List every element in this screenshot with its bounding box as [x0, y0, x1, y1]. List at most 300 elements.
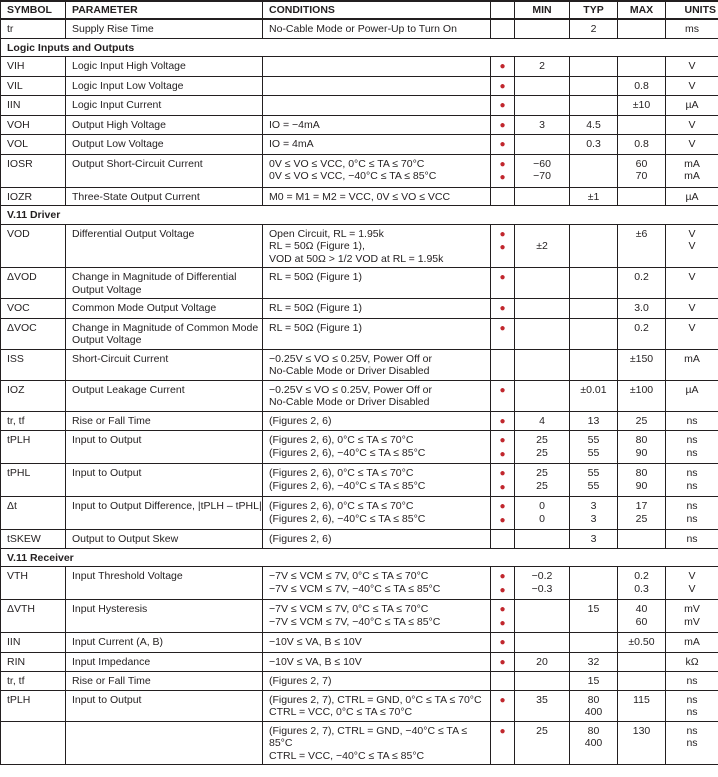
full-temp-range-dot-icon: [491, 570, 514, 584]
typ-cell: [570, 464, 618, 497]
min-value: [515, 99, 569, 112]
typ-cell: [570, 19, 618, 38]
max-value: ±6: [635, 227, 648, 240]
min-value: [515, 384, 569, 397]
max-value: [618, 706, 665, 719]
full-temp-range-dot-icon: [491, 99, 514, 113]
condition-line: −10V ≤ VA, B ≤ 10V: [269, 655, 362, 668]
units-value: ns: [686, 533, 698, 545]
temperature-dot-cell: [491, 411, 515, 431]
symbol-cell: VOC: [1, 299, 66, 319]
table-row: [1, 349, 718, 380]
section-label: V.11 Driver: [1, 206, 718, 225]
temperature-dot-cell: [491, 268, 515, 299]
full-temp-range-dot-icon: [491, 617, 514, 631]
typ-value: 32: [587, 655, 600, 668]
typ-cell: [570, 299, 618, 319]
min-cell: [515, 268, 570, 299]
max-cell: [618, 411, 666, 431]
temperature-dot-cell: [491, 497, 515, 530]
min-cell: [515, 411, 570, 431]
temperature-dot-cell: [491, 96, 515, 116]
header-dot: [491, 1, 515, 19]
parameter-cell: Short-Circuit Current: [66, 349, 263, 380]
condition-line: (Figures 2, 6): [269, 414, 332, 427]
min-cell: [515, 721, 570, 765]
symbol-cell: VOL: [1, 135, 66, 155]
conditions-cell: [263, 652, 491, 672]
condition-line: (Figures 2, 7), CTRL = GND, 0°C ≤ TA ≤ 70°C: [269, 693, 482, 706]
full-temp-range-dot-icon: [491, 415, 514, 429]
temperature-dot-cell: [491, 187, 515, 206]
min-cell: [515, 115, 570, 135]
table-row: [1, 380, 718, 411]
temperature-dot-cell: [491, 349, 515, 380]
temperature-dot-cell: [491, 633, 515, 653]
symbol-cell: [1, 721, 66, 765]
typ-cell: [570, 76, 618, 96]
min-value: 20: [536, 655, 548, 668]
symbol-cell: IIN: [1, 96, 66, 116]
typ-value: 15: [587, 603, 600, 615]
typ-value: ±0.01: [580, 383, 607, 396]
table-row: [1, 154, 718, 187]
parameter-cell: Output Leakage Current: [66, 380, 263, 411]
condition-line: No-Cable Mode or Power-Up to Turn On: [269, 23, 457, 35]
temperature-dot-cell: [491, 135, 515, 155]
conditions-cell: [263, 19, 491, 38]
max-cell: [618, 652, 666, 672]
symbol-cell: tr: [1, 19, 66, 38]
temperature-dot-cell: [491, 690, 515, 721]
units-cell: [666, 721, 718, 765]
min-cell: [515, 187, 570, 206]
max-value: [618, 656, 665, 669]
temperature-dot-cell: [491, 115, 515, 135]
typ-cell: [570, 318, 618, 349]
conditions-cell: [263, 600, 491, 633]
full-temp-range-dot-icon: [491, 158, 514, 172]
conditions-cell: [263, 96, 491, 116]
conditions-cell: [263, 690, 491, 721]
units-cell: [666, 268, 718, 299]
temperature-dot-cell: [491, 530, 515, 549]
max-cell: [618, 567, 666, 600]
typ-cell: [570, 268, 618, 299]
table-row: [1, 187, 718, 206]
symbol-cell: IOZ: [1, 380, 66, 411]
min-cell: [515, 224, 570, 268]
condition-line: CTRL = VCC, −40°C ≤ TA ≤ 85°C: [269, 749, 425, 762]
conditions-cell: [263, 76, 491, 96]
units-value: ms: [685, 23, 699, 35]
condition-line: [269, 80, 490, 93]
section-row: [1, 206, 718, 225]
typ-value: 55: [587, 479, 600, 492]
parameter-cell: Common Mode Output Voltage: [66, 299, 263, 319]
parameter-cell: Rise or Fall Time: [66, 411, 263, 431]
symbol-cell: VIH: [1, 57, 66, 77]
max-value: 25: [635, 512, 648, 525]
parameter-cell: Output to Output Skew: [66, 530, 263, 549]
condition-line: (Figures 2, 6), −40°C ≤ TA ≤ 85°C: [269, 512, 426, 525]
full-temp-range-dot-icon: [491, 228, 514, 242]
section-row: [1, 548, 718, 567]
parameter-cell: Input Threshold Voltage: [66, 567, 263, 600]
typ-cell: [570, 115, 618, 135]
typ-value: 13: [587, 414, 600, 427]
max-value: 25: [635, 414, 648, 427]
max-value: 90: [635, 479, 648, 492]
symbol-cell: ΔVOC: [1, 318, 66, 349]
min-cell: [515, 464, 570, 497]
typ-cell: [570, 411, 618, 431]
units-value: mA: [684, 170, 700, 182]
max-value: 60: [635, 615, 648, 628]
max-cell: [618, 600, 666, 633]
condition-line: (Figures 2, 6), 0°C ≤ TA ≤ 70°C: [269, 500, 414, 512]
typ-cell: [570, 224, 618, 268]
max-cell: [618, 187, 666, 206]
typ-cell: [570, 672, 618, 691]
max-value: ±100: [629, 383, 654, 396]
units-value: ns: [686, 446, 698, 459]
max-value: 80: [635, 467, 648, 479]
symbol-cell: tSKEW: [1, 530, 66, 549]
condition-line: −7V ≤ VCM ≤ 7V, 0°C ≤ TA ≤ 70°C: [269, 570, 429, 582]
units-cell: [666, 652, 718, 672]
min-cell: [515, 96, 570, 116]
typ-cell: [570, 530, 618, 549]
table-row: [1, 652, 718, 672]
parameter-cell: Logic Input High Voltage: [66, 57, 263, 77]
units-value: V: [688, 227, 696, 240]
min-value: [515, 706, 569, 719]
symbol-cell: VTH: [1, 567, 66, 600]
header-symbol: SYMBOL: [1, 1, 66, 19]
max-value: 70: [635, 170, 648, 182]
typ-value: [570, 253, 617, 266]
min-value: [515, 675, 569, 688]
table-row: [1, 76, 718, 96]
condition-line: −7V ≤ VCM ≤ 7V, −40°C ≤ TA ≤ 85°C: [269, 615, 441, 628]
typ-value: [570, 158, 617, 171]
table-row: [1, 633, 718, 653]
condition-line: 0V ≤ VO ≤ VCC, −40°C ≤ TA ≤ 85°C: [269, 170, 437, 182]
min-cell: [515, 690, 570, 721]
temperature-dot-cell: [491, 672, 515, 691]
conditions-cell: [263, 318, 491, 349]
min-value: 2: [539, 60, 545, 72]
table-row: [1, 224, 718, 268]
units-value: V: [688, 60, 696, 72]
typ-value: [570, 60, 617, 73]
min-cell: [515, 530, 570, 549]
typ-value: 3: [590, 500, 597, 512]
units-value: V: [688, 271, 696, 283]
min-cell: [515, 567, 570, 600]
full-temp-range-dot-icon: [491, 656, 514, 670]
table-row: [1, 497, 718, 530]
typ-value: [570, 616, 617, 629]
full-temp-range-dot-icon: [491, 500, 514, 514]
parameter-cell: Logic Input Current: [66, 96, 263, 116]
temperature-dot-cell: [491, 721, 515, 765]
max-cell: [618, 299, 666, 319]
conditions-cell: [263, 57, 491, 77]
full-temp-range-dot-icon: [491, 171, 514, 185]
max-cell: [618, 497, 666, 530]
table-row: [1, 690, 718, 721]
min-cell: [515, 299, 570, 319]
table-row: [1, 721, 718, 765]
section-label: V.11 Receiver: [1, 548, 718, 567]
min-value: [515, 191, 569, 204]
max-value: [618, 533, 665, 546]
table-row: [1, 567, 718, 600]
conditions-cell: [263, 464, 491, 497]
max-value: [618, 23, 665, 36]
condition-line: (Figures 2, 6), −40°C ≤ TA ≤ 85°C: [269, 479, 426, 492]
units-value: V: [688, 118, 696, 131]
units-value: ns: [686, 512, 698, 525]
conditions-cell: [263, 633, 491, 653]
min-value: 25: [536, 479, 548, 492]
min-value: [515, 138, 569, 151]
full-temp-range-dot-icon: [491, 119, 514, 133]
header-max: MAX: [618, 1, 666, 19]
conditions-cell: [263, 187, 491, 206]
max-cell: [618, 380, 666, 411]
units-value: V: [688, 79, 696, 92]
conditions-cell: [263, 115, 491, 135]
full-temp-range-dot-icon: [491, 60, 514, 74]
max-value: 80: [635, 434, 648, 446]
min-cell: [515, 76, 570, 96]
units-cell: [666, 19, 718, 38]
temperature-dot-cell: [491, 224, 515, 268]
min-value: [515, 616, 569, 629]
units-cell: [666, 464, 718, 497]
max-value: [618, 60, 665, 73]
typ-value: 55: [587, 467, 600, 479]
min-cell: [515, 349, 570, 380]
min-cell: [515, 431, 570, 464]
min-cell: [515, 19, 570, 38]
full-temp-range-dot-icon: [491, 514, 514, 528]
full-temp-range-dot-icon: [491, 448, 514, 462]
min-value: [515, 636, 569, 649]
typ-cell: [570, 690, 618, 721]
condition-line: [269, 60, 490, 73]
max-value: 90: [635, 446, 648, 459]
full-temp-range-dot-icon: [491, 384, 514, 398]
temperature-dot-cell: [491, 57, 515, 77]
header-parameter: PARAMETER: [66, 1, 263, 19]
max-cell: [618, 76, 666, 96]
parameter-cell: Three-State Output Current: [66, 187, 263, 206]
table-row: [1, 19, 718, 38]
section-row: [1, 38, 718, 57]
units-value: µA: [685, 99, 699, 111]
header-units: UNITS: [666, 1, 718, 19]
max-value: 0.2: [634, 321, 649, 334]
min-value: −0.3: [531, 582, 553, 595]
condition-line: RL = 50Ω (Figure 1),: [269, 240, 365, 252]
typ-value: 3: [590, 512, 597, 525]
conditions-cell: [263, 672, 491, 691]
units-value: mA: [684, 352, 700, 365]
condition-line: (Figures 2, 6), 0°C ≤ TA ≤ 70°C: [269, 467, 414, 479]
condition-line: Open Circuit, RL = 1.95k: [269, 227, 384, 240]
full-temp-range-dot-icon: [491, 322, 514, 336]
conditions-cell: [263, 349, 491, 380]
typ-cell: [570, 187, 618, 206]
max-value: 3.0: [634, 302, 649, 314]
typ-value: 80: [587, 693, 600, 706]
full-temp-range-dot-icon: [491, 725, 514, 739]
parameter-cell: Input to Output: [66, 431, 263, 464]
min-cell: [515, 672, 570, 691]
parameter-cell: Input Hysteresis: [66, 600, 263, 633]
full-temp-range-dot-icon: [491, 467, 514, 481]
typ-cell: [570, 721, 618, 765]
symbol-cell: ΔVTH: [1, 600, 66, 633]
condition-line: RL = 50Ω (Figure 1): [269, 271, 362, 283]
temperature-dot-cell: [491, 154, 515, 187]
typ-cell: [570, 154, 618, 187]
condition-line: 0V ≤ VO ≤ VCC, 0°C ≤ TA ≤ 70°C: [269, 157, 425, 170]
units-cell: [666, 57, 718, 77]
symbol-cell: VOH: [1, 115, 66, 135]
units-cell: [666, 115, 718, 135]
min-cell: [515, 633, 570, 653]
max-cell: [618, 633, 666, 653]
condition-line: [269, 99, 490, 112]
units-value: ns: [686, 675, 698, 687]
max-value: [618, 191, 665, 204]
temperature-dot-cell: [491, 600, 515, 633]
parameter-cell: Input Impedance: [66, 652, 263, 672]
condition-line: No-Cable Mode or Driver Disabled: [269, 365, 430, 377]
conditions-cell: [263, 431, 491, 464]
table-row: [1, 268, 718, 299]
typ-value: 0.3: [586, 138, 601, 150]
full-temp-range-dot-icon: [491, 636, 514, 650]
typ-value: [570, 570, 617, 583]
typ-value: [570, 170, 617, 183]
typ-cell: [570, 600, 618, 633]
parameter-cell: Input to Output Difference, |tPLH – tPHL|: [66, 497, 263, 530]
max-cell: [618, 672, 666, 691]
typ-value: 15: [587, 675, 600, 687]
symbol-cell: ΔVOD: [1, 268, 66, 299]
min-value: 0: [539, 500, 545, 512]
condition-line: −7V ≤ VCM ≤ 7V, −40°C ≤ TA ≤ 85°C: [269, 582, 441, 595]
min-value: [515, 228, 569, 241]
conditions-cell: [263, 567, 491, 600]
section-label: Logic Inputs and Outputs: [1, 38, 718, 57]
typ-cell: [570, 57, 618, 77]
table-row: [1, 411, 718, 431]
parameter-cell: Change in Magnitude of Differential Output Voltage: [66, 268, 263, 299]
parameter-cell: Output Low Voltage: [66, 135, 263, 155]
typ-value: 55: [587, 434, 600, 446]
units-value: mA: [684, 157, 700, 170]
min-value: 35: [536, 693, 548, 706]
max-cell: [618, 96, 666, 116]
units-value: kΩ: [685, 655, 699, 668]
temperature-dot-cell: [491, 464, 515, 497]
symbol-cell: tPLH: [1, 690, 66, 721]
min-value: 4: [539, 414, 545, 427]
header-min: MIN: [515, 1, 570, 19]
condition-line: −0.25V ≤ VO ≤ 0.25V, Power Off or: [269, 383, 432, 396]
min-cell: [515, 154, 570, 187]
units-cell: [666, 672, 718, 691]
condition-line: No-Cable Mode or Driver Disabled: [269, 396, 430, 408]
typ-value: 80: [587, 724, 600, 737]
units-cell: [666, 530, 718, 549]
max-value: [618, 240, 665, 253]
min-value: −70: [533, 170, 551, 182]
condition-line: VOD at 50Ω > 1/2 VOD at RL = 1.95k: [269, 252, 444, 265]
parameter-cell: Input to Output: [66, 464, 263, 497]
units-value: µA: [685, 383, 699, 396]
max-cell: [618, 224, 666, 268]
min-cell: [515, 652, 570, 672]
table-row: [1, 600, 718, 633]
units-value: V: [688, 570, 696, 582]
units-value: ns: [686, 737, 698, 749]
typ-cell: [570, 567, 618, 600]
min-value: [515, 253, 569, 266]
typ-value: [570, 353, 617, 366]
typ-cell: [570, 380, 618, 411]
temperature-dot-cell: [491, 431, 515, 464]
units-cell: [666, 411, 718, 431]
max-value: [618, 119, 665, 132]
conditions-cell: [263, 721, 491, 765]
max-value: [618, 675, 665, 688]
units-cell: [666, 497, 718, 530]
units-cell: [666, 318, 718, 349]
max-value: ±10: [632, 99, 651, 111]
max-value: 0.3: [634, 582, 649, 595]
units-cell: [666, 299, 718, 319]
full-temp-range-dot-icon: [491, 434, 514, 448]
condition-line: (Figures 2, 7), CTRL = GND, −40°C ≤ TA ≤ 85°C: [269, 724, 468, 749]
header-conditions: CONDITIONS: [263, 1, 491, 19]
min-cell: [515, 497, 570, 530]
condition-line: (Figures 2, 6), 0°C ≤ TA ≤ 70°C: [269, 434, 414, 446]
units-cell: [666, 633, 718, 653]
max-cell: [618, 464, 666, 497]
symbol-cell: Δt: [1, 497, 66, 530]
parameter-cell: Output High Voltage: [66, 115, 263, 135]
units-value: µA: [685, 190, 699, 203]
min-value: [515, 353, 569, 366]
min-value: [515, 322, 569, 335]
condition-line: −0.25V ≤ VO ≤ 0.25V, Power Off or: [269, 352, 432, 365]
typ-value: ±1: [587, 190, 600, 203]
min-value: 25: [536, 434, 548, 446]
max-value: 0.2: [634, 271, 649, 283]
conditions-cell: [263, 380, 491, 411]
full-temp-range-dot-icon: [491, 138, 514, 152]
units-value: mV: [684, 615, 700, 628]
full-temp-range-dot-icon: [491, 80, 514, 94]
